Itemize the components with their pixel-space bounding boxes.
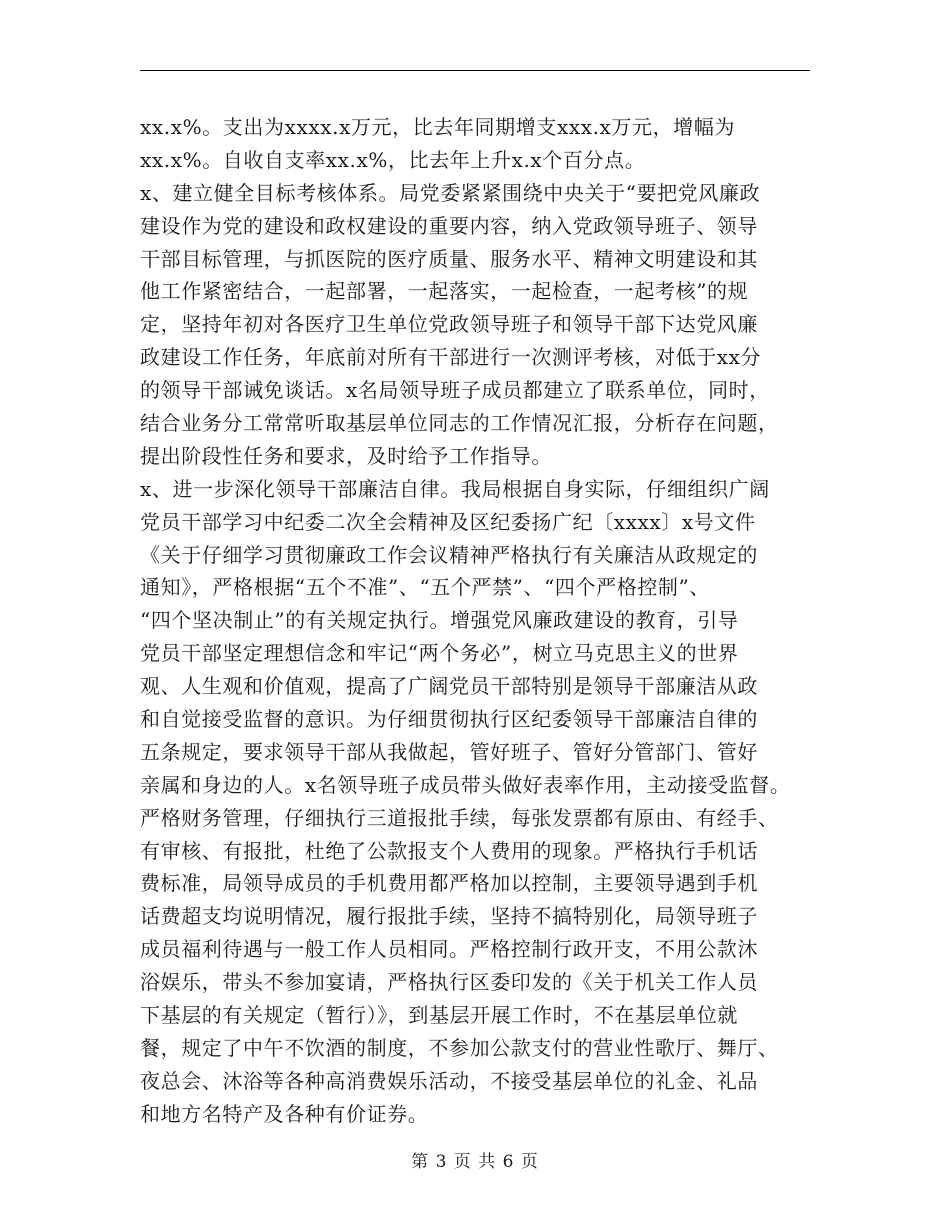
text-line: 浴娱乐，带头不参加宴请，严格执行区委印发的《关于机关工作人员 xyxy=(140,970,758,995)
text-line: 餐，规定了中午不饮酒的制度，不参加公款支付的营业性歌厅、舞厅、 xyxy=(140,1035,779,1060)
text-line: 他工作紧密结合，一起部署，一起落实，一起检查，一起考核”的规 xyxy=(140,279,749,304)
text-line: 和地方名特产及各种有价证券。 xyxy=(140,1101,429,1126)
text-line: “四个坚决制止”的有关规定执行。增强党风廉政建设的教育，引导 xyxy=(140,608,739,633)
document-body xyxy=(140,111,840,1131)
text-line: x、建立健全目标考核体系。局党委紧紧围绕中央关于“要把党风廉政 xyxy=(140,180,761,205)
text-line: 五条规定，要求领导干部从我做起，管好班子、管好分管部门、管好 xyxy=(140,739,758,764)
text-line: 党员干部坚定理想信念和牢记“两个务必”，树立马克思主义的世界 xyxy=(140,641,739,666)
text-line: 严格财务管理，仔细执行三道报批手续，每张发票都有原由、有经手、 xyxy=(140,805,779,830)
text-line: xx.x%。自收自支率xx.x%，比去年上升x.x个百分点。 xyxy=(140,147,646,172)
text-line: 话费超支均说明情况，履行报批手续，坚持不搞特别化，局领导班子 xyxy=(140,904,758,929)
text-line: 费标准，局领导成员的手机费用都严格加以控制，主要领导遇到手机 xyxy=(140,871,758,896)
text-line: 下基层的有关规定（暂行）》，到基层开展工作时，不在基层单位就 xyxy=(140,1003,738,1028)
text-line: 通知》，严格根据“五个不准”、“五个严禁”、“四个严格控制”、 xyxy=(140,575,710,600)
text-line: 观、人生观和价值观，提高了广阔党员干部特别是领导干部廉洁从政 xyxy=(140,674,758,699)
text-line: 《关于仔细学习贯彻廉政工作会议精神严格执行有关廉洁从政规定的 xyxy=(140,542,758,567)
text-line: 夜总会、沐浴等各种高消费娱乐活动，不接受基层单位的礼金、礼品 xyxy=(140,1068,758,1093)
text-line: 成员福利待遇与一般工作人员相同。严格控制行政开支，不用公款沐 xyxy=(140,937,758,962)
page-footer: 第 3 页 共 6 页 xyxy=(411,1152,539,1172)
text-line: 建设作为党的建设和政权建设的重要内容，纳入党政领导班子、领导 xyxy=(140,213,758,238)
text-line: 党员干部学习中纪委二次全会精神及区纪委扬广纪〔xxxx〕x号文件 xyxy=(140,509,756,534)
text-line: x、进一步深化领导干部廉洁自律。我局根据自身实际，仔细组织广阔 xyxy=(140,476,770,501)
text-line: 政建设工作任务，年底前对所有干部进行一次测评考核，对低于xx分 xyxy=(140,345,762,370)
text-line: 提出阶段性任务和要求，及时给予工作指导。 xyxy=(140,443,552,468)
text-line: 亲属和身边的人。x名领导班子成员带头做好表率作用，主动接受监督。 xyxy=(140,772,791,797)
text-line: 干部目标管理，与抓医院的医疗质量、服务水平、精神文明建设和其 xyxy=(140,246,758,271)
text-line: 定，坚持年初对各医疗卫生单位党政领导班子和领导干部下达党风廉 xyxy=(140,312,758,337)
header-rule xyxy=(140,70,810,71)
text-line: 和自觉接受监督的意识。为仔细贯彻执行区纪委领导干部廉洁自律的 xyxy=(140,707,758,732)
text-line: 有审核、有报批，杜绝了公款报支个人费用的现象。严格执行手机话 xyxy=(140,838,758,863)
text-line: xx.x%。支出为xxxx.x万元，比去年同期增支xxx.x万元，增幅为 xyxy=(140,115,736,139)
text-line: 结合业务分工常常听取基层单位同志的工作情况汇报，分析存在问题， xyxy=(140,411,779,436)
text-line: 的领导干部诫免谈话。x名局领导班子成员都建立了联系单位，同时， xyxy=(140,378,770,403)
